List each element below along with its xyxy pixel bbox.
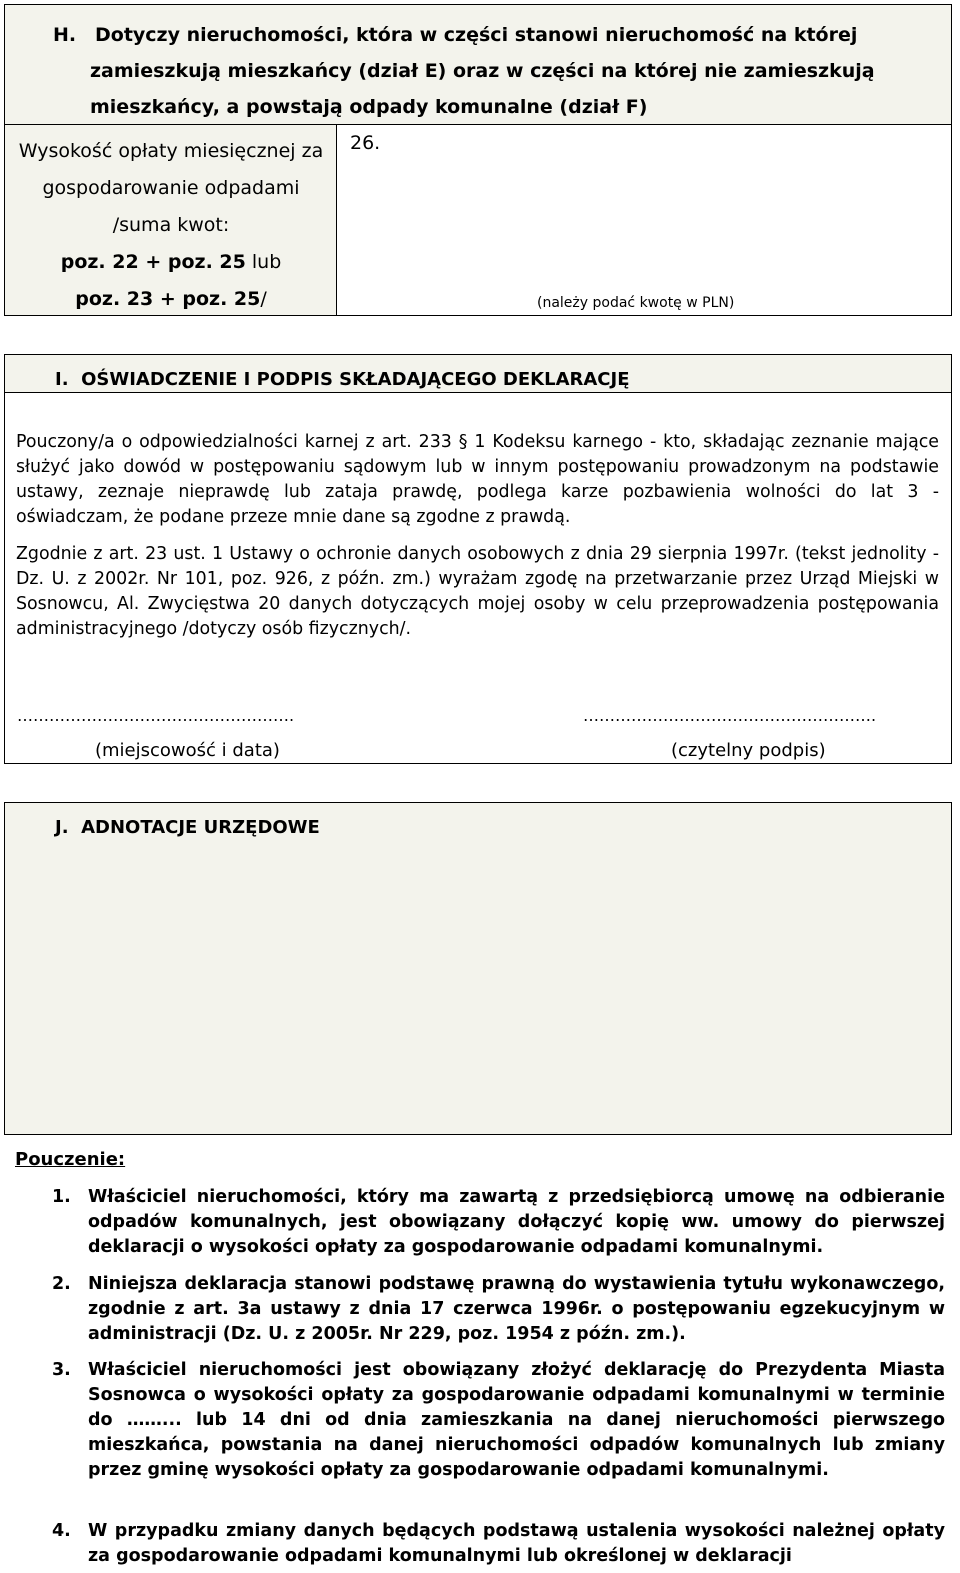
instruction-number: 3. — [52, 1360, 71, 1380]
place-date-input[interactable]: ……………………………………………. — [17, 706, 295, 725]
instruction-number: 2. — [52, 1274, 71, 1294]
declaration-body — [5, 393, 951, 763]
instruction-text: W przypadku zmiany danych będących podstawą ustalenia wysokości należnej opłaty za gospodarowanie odpadami komunalnymi lub określonej w deklaracji — [88, 1521, 945, 1566]
instruction-text: Niniejsza deklaracja stanowi podstawę prawną do wystawienia tytułu wykonawczego, zgodnie z art. 3a ustawy z dnia 17 czerwca 1996r. o postępowaniu egzekucyjnym w administracji (Dz. U. z 2005r. Nr 229, poz. 1954 z późn. zm.). — [88, 1274, 945, 1344]
place-date-label: (miejscowość i data) — [95, 740, 280, 761]
section-i — [4, 354, 952, 764]
monthly-fee-formula-2 — [5, 288, 337, 310]
monthly-fee-label-line-3: /suma kwot: — [112, 214, 230, 236]
section-h — [4, 4, 952, 316]
instruction-text: Właściciel nieruchomości, który ma zawartą z przedsiębiorcą umowę na odbieranie odpadów komunalnych, jest obowiązany dołączyć kopię ww. umowy do pierwszej deklaracji o wysokości opłaty za gospodarowanie odpadami komunalnymi. — [88, 1187, 945, 1257]
section-i-header — [5, 355, 951, 393]
data-processing-consent: Zgodnie z art. 23 ust. 1 Ustawy o ochronie danych osobowych z dnia 29 sierpnia 1997r. (tekst jednolity - Dz. U. z 2002r. Nr 101, poz. 926, z późn. zm.) wyrażam zgodę na przetwarzanie przez Urząd Miejski w Sosnowcu, Al. Zwycięstwa 20 danych dotyczących mojej osoby w celu przeprowadzenia postępowania administracyjnego /dotyczy osób fizycznych/. — [16, 544, 939, 639]
monthly-fee-label-line-2: gospodarowanie odpadami — [42, 177, 300, 199]
formula-1-positions: poz. 22 + poz. 25 — [60, 251, 246, 273]
field-number-26: 26. — [350, 132, 381, 154]
section-i-title — [55, 369, 630, 390]
signature-label: (czytelny podpis) — [671, 740, 826, 761]
formula-2-suffix: / — [260, 288, 267, 310]
section-h-title-line-2: zamieszkują mieszkańcy (dział E) oraz w części na której nie zamieszkują — [90, 60, 875, 82]
monthly-fee-formula-1 — [5, 251, 337, 273]
monthly-fee-input-field[interactable] — [337, 125, 951, 315]
monthly-fee-label-line-1: Wysokość opłaty miesięcznej za — [18, 140, 324, 162]
formula-1-suffix: lub — [245, 251, 282, 273]
section-h-header — [5, 5, 951, 125]
formula-2-positions: poz. 23 + poz. 25 — [75, 288, 261, 310]
section-j — [4, 802, 952, 1135]
signature-input[interactable]: ………………………………………………. — [583, 706, 877, 725]
section-j-title-text: ADNOTACJE URZĘDOWE — [81, 817, 320, 838]
section-h-title-line-3: mieszkańcy, a powstają odpady komunalne (dział F) — [90, 96, 648, 118]
instruction-number: 4. — [52, 1521, 71, 1541]
instruction-text: Właściciel nieruchomości jest obowiązany złożyć deklarację do Prezydenta Miasta Sosnowca o wysokości opłaty za gospodarowanie odpadami komunalnymi w terminie do ……... lub 14 dni od dnia zamieszkania na danej nieruchomości pierwszego mieszkańca, powstania na danej nieruchomości odpadów komunalnych lub zmiany przez gminę wysokości opłaty za gospodarowanie odpadami komunalnymi. — [88, 1360, 945, 1480]
field-hint: (należy podać kwotę w PLN) — [537, 295, 735, 311]
section-i-title-text: OŚWIADCZENIE I PODPIS SKŁADAJĄCEGO DEKLARACJĘ — [81, 369, 630, 390]
section-i-letter: I. — [55, 369, 69, 390]
criminal-liability-statement: Pouczony/a o odpowiedzialności karnej z art. 233 § 1 Kodeksu karnego - kto, składając zeznanie mające służyć jako dowód w postępowaniu sądowym lub w innym postępowaniu prowadzonym na podstawie ustawy, zeznaje nieprawdę lub zataja prawdę, podlega karze pozbawienia wolności do lat 3 - oświadczam, że podane przeze mnie dane są zgodne z prawdą. — [16, 432, 939, 527]
section-j-title — [55, 817, 320, 838]
monthly-fee-label-cell — [5, 125, 337, 315]
section-h-letter: H. — [53, 24, 77, 46]
instructions-heading: Pouczenie: — [15, 1149, 126, 1170]
section-h-title-line-1: Dotyczy nieruchomości, która w części stanowi nieruchomość na której — [95, 24, 858, 46]
section-j-letter: J. — [55, 817, 69, 838]
instruction-number: 1. — [52, 1187, 71, 1207]
